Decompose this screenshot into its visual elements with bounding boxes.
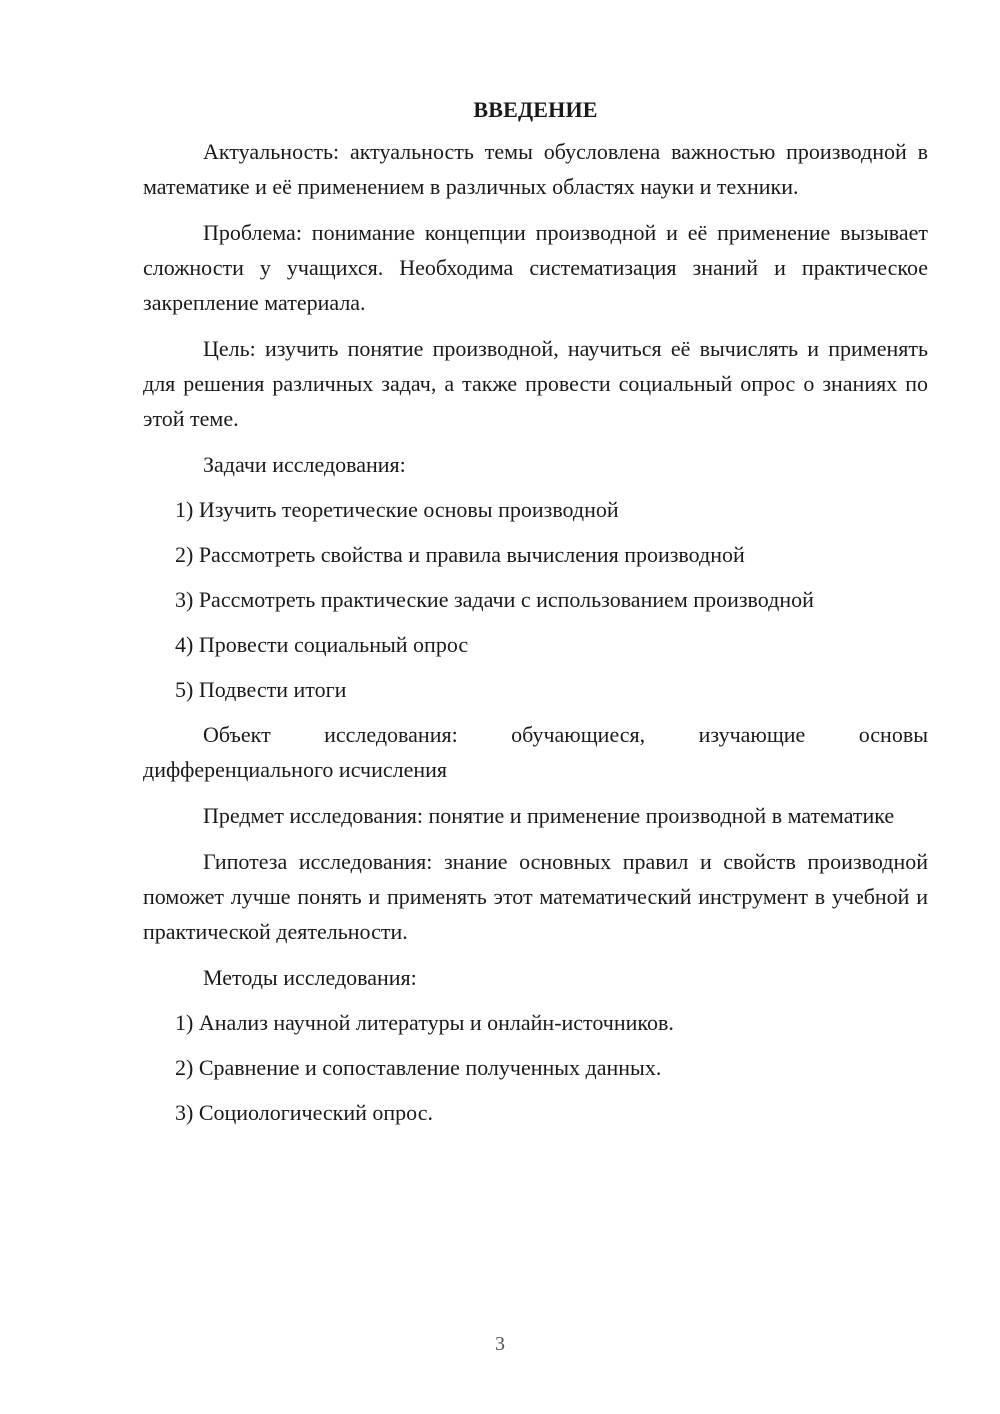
subject-paragraph: Предмет исследования: понятие и применение производной в математике [203,803,895,828]
list-item: 2) Рассмотреть свойства и правила вычисления производной [175,542,745,567]
list-item: 5) Подвести итоги [175,677,347,702]
problem-paragraph: Проблема: понимание концепции производной и её применение вызывает сложности у учащихся. Необходима систематизация знаний и практическое закрепление материала. [143,220,928,315]
methods-list [143,1005,928,1130]
list-item: 2) Сравнение и сопоставление полученных данных. [175,1055,662,1080]
goal-paragraph: Цель: изучить понятие производной, научиться её вычислять и применять для решения различных задач, а также провести социальный опрос о знаниях по этой теме. [143,336,928,431]
list-item: 3) Рассмотреть практические задачи с использованием производной [175,587,814,612]
list-item: 1) Изучить теоретические основы производной [175,497,619,522]
list-item: 4) Провести социальный опрос [175,632,469,657]
object-paragraph: Объект исследования: обучающиеся, изучающие основы дифференциального исчисления [143,722,928,782]
methods-heading: Методы исследования: [203,965,417,990]
list-item: 1) Анализ научной литературы и онлайн-источников. [175,1010,674,1035]
relevance-paragraph: Актуальность: актуальность темы обусловлена важностью производной в математике и её применением в различных областях науки и техники. [143,139,928,199]
tasks-heading: Задачи исследования: [203,452,406,477]
hypothesis-paragraph: Гипотеза исследования: знание основных правил и свойств производной поможет лучше понять и применять этот математический инструмент в учебной и практической деятельности. [143,849,928,944]
page-number: 3 [495,1333,505,1355]
section-title: ВВЕДЕНИЕ [473,97,598,122]
list-item: 3) Социологический опрос. [175,1100,433,1125]
document-page [143,95,928,1140]
tasks-list [143,492,928,707]
